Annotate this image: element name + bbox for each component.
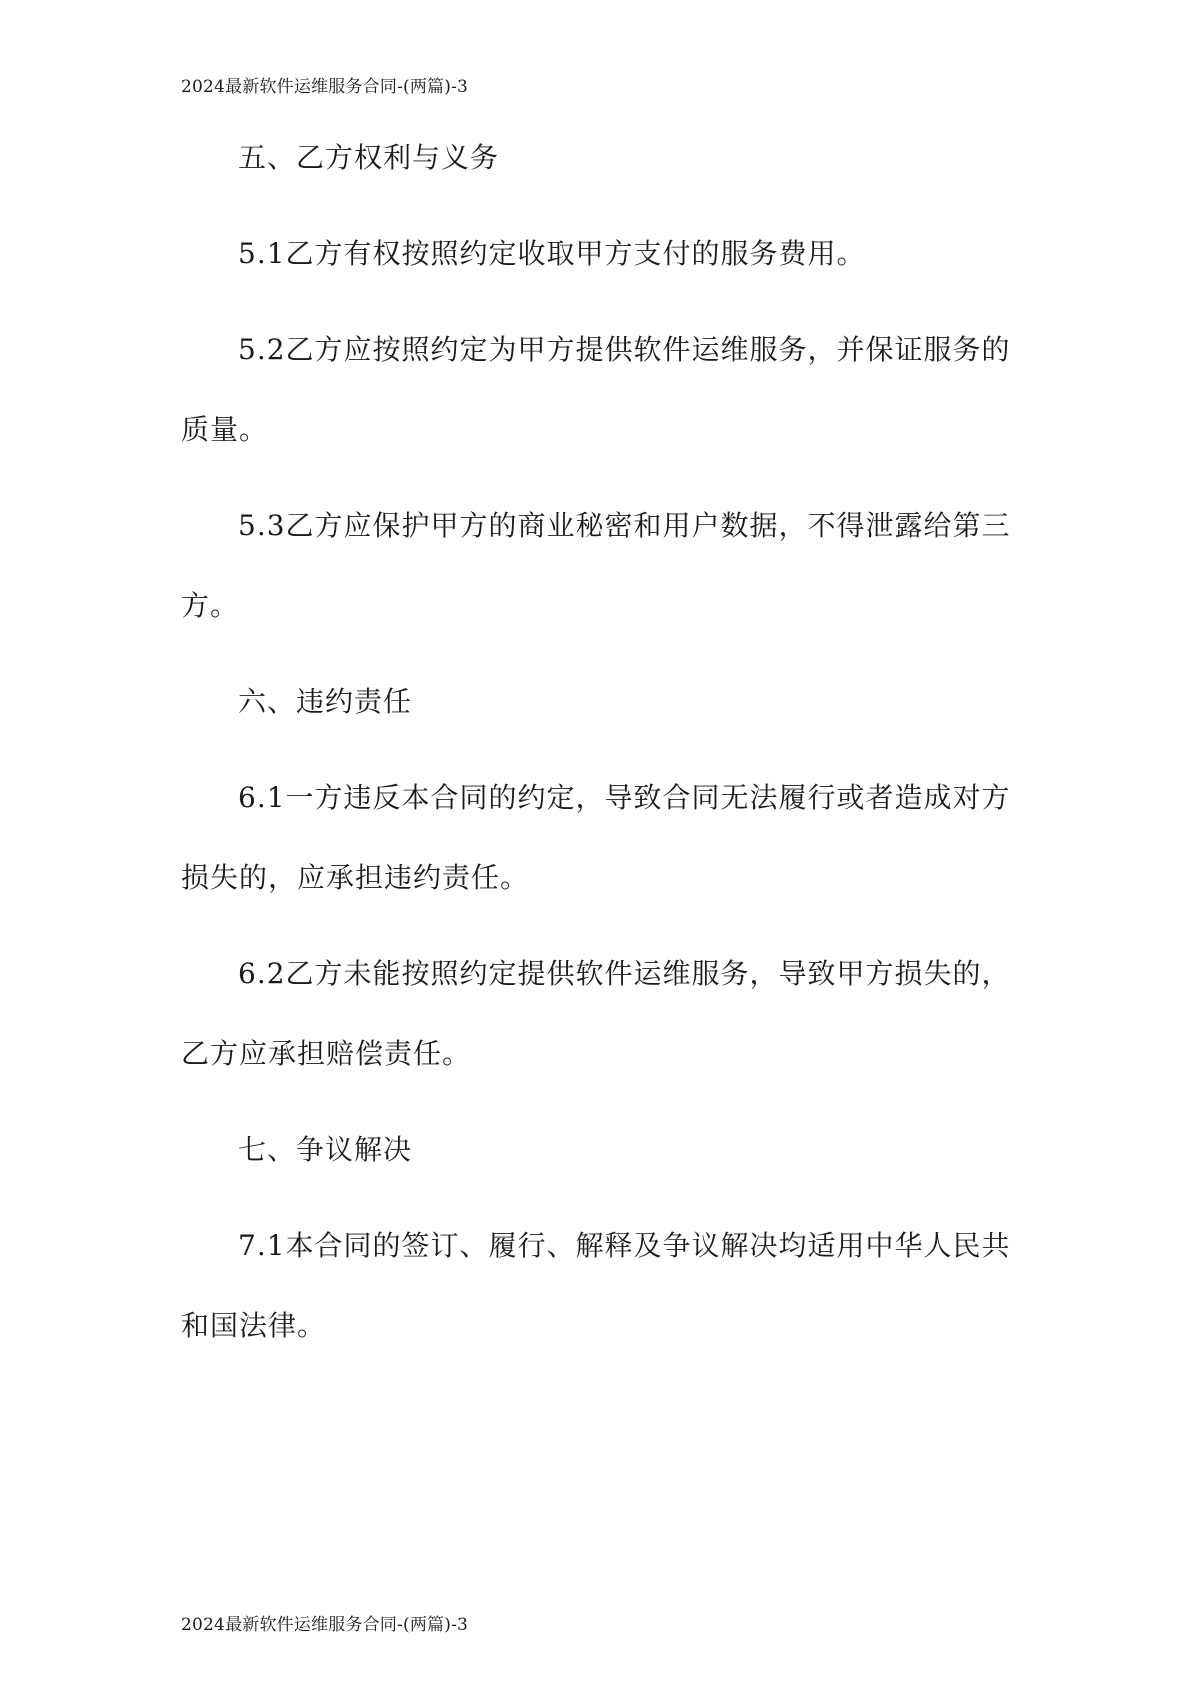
clause-5-2-line-1: 5.2乙方应按照约定为甲方提供软件运维服务，并保证服务的 — [238, 333, 1011, 366]
clause-6-1-line-1: 6.1一方违反本合同的约定，导致合同无法履行或者造成对方 — [238, 781, 1011, 814]
clause-6-2-line-1: 6.2乙方未能按照约定提供软件运维服务，导致甲方损失的， — [238, 957, 1011, 990]
clause-7-1-line-1: 7.1本合同的签订、履行、解释及争议解决均适用中华人民共 — [238, 1229, 1011, 1262]
section-7-heading: 七、争议解决 — [238, 1133, 413, 1166]
page-footer: 2024最新软件运维服务合同-(两篇)-3 — [181, 1615, 469, 1635]
clause-5-1: 5.1乙方有权按照约定收取甲方支付的服务费用。 — [238, 237, 866, 270]
clause-7-1-line-2: 和国法律。 — [181, 1309, 327, 1342]
clause-6-1-line-2: 损失的，应承担违约责任。 — [181, 861, 530, 894]
page-header: 2024最新软件运维服务合同-(两篇)-3 — [181, 77, 469, 97]
clause-5-3-line-1: 5.3乙方应保护甲方的商业秘密和用户数据，不得泄露给第三 — [238, 509, 1011, 542]
section-5-heading: 五、乙方权利与义务 — [238, 141, 500, 174]
clause-5-3-line-2: 方。 — [181, 589, 240, 622]
clause-5-2-line-2: 质量。 — [181, 413, 269, 446]
section-6-heading: 六、违约责任 — [238, 685, 413, 718]
clause-6-2-line-2: 乙方应承担赔偿责任。 — [181, 1037, 472, 1070]
